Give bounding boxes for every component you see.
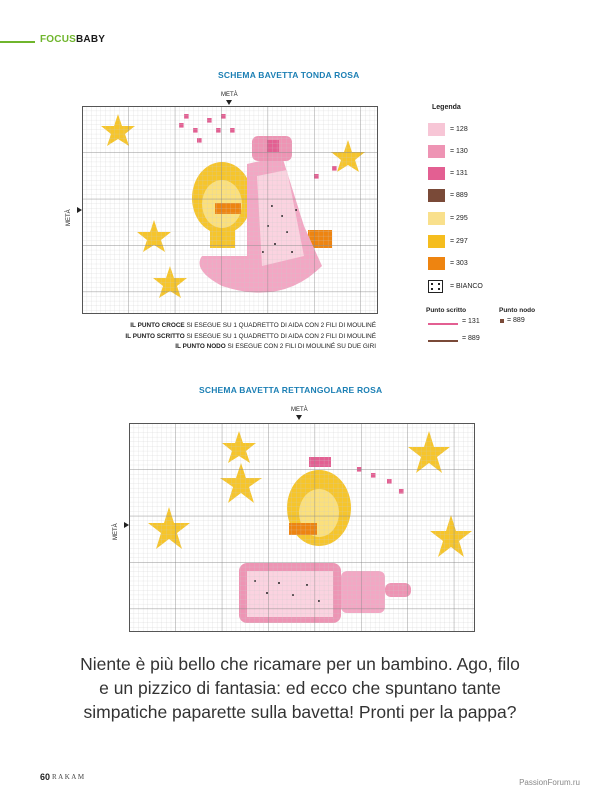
note-french-knot: IL PUNTO NODO SI ESEGUE CON 2 FILI DI MOULINÉ SU DUE GIRI bbox=[175, 343, 376, 350]
tagline bbox=[30, 652, 570, 724]
legend-label-297: = 297 bbox=[450, 238, 468, 245]
legend-label-303: = 303 bbox=[450, 260, 468, 267]
legend-label-131: = 131 bbox=[450, 170, 468, 177]
legend-knot-889-label: = 889 bbox=[507, 317, 525, 324]
legend-swatch-128 bbox=[428, 123, 445, 136]
chart1-center-arrow-top-icon bbox=[226, 100, 232, 105]
chart2-center-top-label: METÀ bbox=[291, 407, 308, 413]
legend-backstitch-title: Punto scritto bbox=[426, 307, 467, 314]
tagline-line-3: simpatiche paparette sulla bavetta! Pronti per la pappa? bbox=[83, 702, 517, 722]
chart1-pattern-grid bbox=[82, 106, 378, 314]
tagline-line-1: Niente è più bello che ricamare per un bambino. Ago, filo bbox=[80, 654, 520, 674]
chart2-center-arrow-top-icon bbox=[296, 415, 302, 420]
legend-swatch-297 bbox=[428, 235, 445, 248]
tagline-line-2: e un pizzico di fantasia: ed ecco che spuntano tante bbox=[99, 678, 501, 698]
legend-knot-889-swatch bbox=[500, 319, 504, 323]
chart1-title: SCHEMA BAVETTA TONDA ROSA bbox=[218, 70, 360, 80]
legend-label-bianco: = BIANCO bbox=[450, 283, 483, 290]
legend-label-889: = 889 bbox=[450, 192, 468, 199]
legend-backstitch-131-line bbox=[428, 323, 458, 325]
legend-backstitch-889-line bbox=[428, 340, 458, 342]
legend-title: Legenda bbox=[432, 104, 461, 111]
legend-swatch-bianco bbox=[428, 280, 443, 293]
page-number: 60 bbox=[40, 772, 51, 782]
topic-label: BABY bbox=[76, 34, 106, 45]
legend-swatch-131 bbox=[428, 167, 445, 180]
legend-label-295: = 295 bbox=[450, 215, 468, 222]
chart1-center-side-label: METÀ bbox=[66, 209, 72, 226]
note-backstitch: IL PUNTO SCRITTO SI ESEGUE SU 1 QUADRETTO DI AIDA CON 2 FILI DI MOULINÉ bbox=[125, 332, 376, 340]
stitch-notes bbox=[40, 321, 376, 353]
section-header bbox=[40, 34, 105, 45]
section-label: FOCUS bbox=[40, 34, 76, 45]
legend-swatch-303 bbox=[428, 257, 445, 270]
watermark: PassionForum.ru bbox=[519, 778, 580, 787]
legend-swatch-130 bbox=[428, 145, 445, 158]
chart1-center-top-label: METÀ bbox=[221, 92, 238, 98]
note-cross-stitch: IL PUNTO CROCE SI ESEGUE SU 1 QUADRETTO DI AIDA CON 2 FILI DI MOULINÉ bbox=[130, 322, 376, 329]
chart2-pattern-grid bbox=[129, 423, 475, 632]
header-rule bbox=[0, 41, 35, 43]
legend-knot-title: Punto nodo bbox=[499, 307, 536, 314]
legend-label-128: = 128 bbox=[450, 126, 468, 133]
legend-swatch-889 bbox=[428, 189, 445, 202]
legend-swatch-295 bbox=[428, 212, 445, 225]
legend-backstitch-889-label: = 889 bbox=[462, 335, 480, 342]
magazine-name: RAKAM bbox=[52, 773, 86, 781]
legend-backstitch-131-label: = 131 bbox=[462, 318, 480, 325]
legend-label-130: = 130 bbox=[450, 148, 468, 155]
chart2-title: SCHEMA BAVETTA RETTANGOLARE ROSA bbox=[199, 385, 383, 395]
chart2-center-side-label: METÀ bbox=[113, 523, 119, 540]
